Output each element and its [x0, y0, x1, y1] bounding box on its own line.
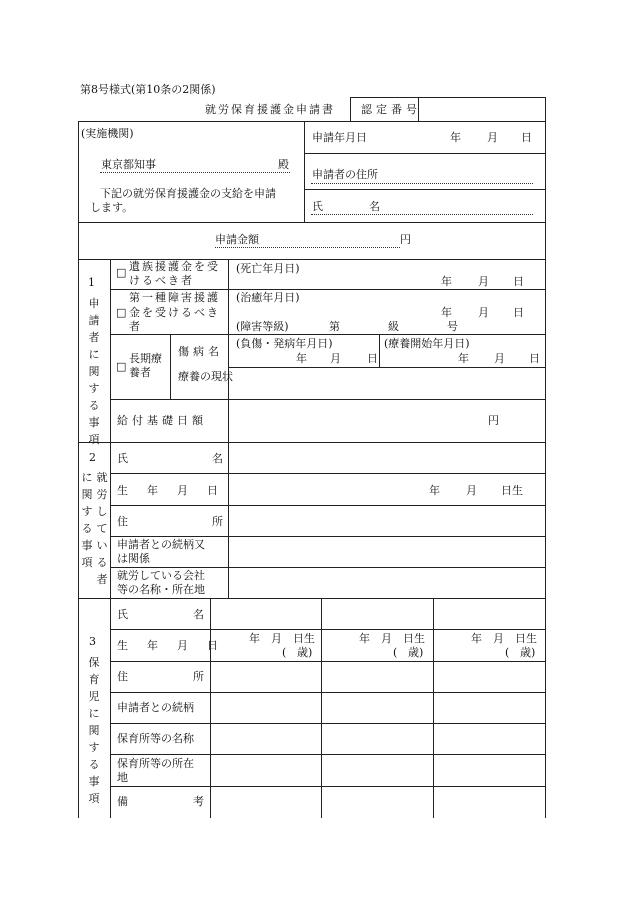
name-label-b: 名 — [369, 200, 380, 213]
address-label: 申請者の住所 — [312, 168, 378, 181]
s1-benefit-yen: 円 — [488, 414, 499, 427]
s2-birth-suffix: 日生 — [501, 484, 523, 497]
s2-address-b: 所 — [212, 515, 223, 528]
s2-left-col — [110, 442, 111, 598]
s1-r2-sub2: (障害等級) — [236, 320, 289, 333]
s2-line-3 — [110, 536, 545, 537]
amount-unit: 円 — [400, 233, 411, 246]
request-line2: します。 — [90, 201, 134, 214]
s3-address-a: 住 — [117, 670, 128, 683]
s2-value-col — [228, 442, 229, 598]
s3-line-6 — [110, 786, 545, 787]
s1-r1-checkbox[interactable]: □ — [116, 266, 127, 279]
s1-treat-label: (療養開始年月日) — [384, 337, 470, 350]
cert-no-label: 認定番号 — [361, 103, 421, 116]
s1-r2-line3: 者 — [129, 320, 140, 333]
form-title: 就労保育援護金申請書 — [205, 103, 335, 116]
s3-child-col-3 — [433, 598, 434, 818]
s2-title-a: 就労している者 — [96, 471, 108, 586]
s1-treat-year: 年 — [458, 352, 469, 365]
s3-line-4 — [110, 723, 545, 724]
s1-treat-month: 月 — [494, 352, 505, 365]
s2-name-a: 氏 — [117, 452, 128, 465]
s2-bottom — [78, 598, 545, 599]
s3-c3-suffix: 日生 — [515, 632, 537, 645]
s2-birth-year: 年 — [429, 484, 440, 497]
s1-r2-year: 年 — [441, 306, 452, 319]
s1-line-1 — [110, 289, 545, 290]
address-underline — [311, 183, 533, 184]
s1-onset-year: 年 — [296, 352, 307, 365]
cert-box-top — [350, 97, 545, 98]
s1-benefit-label: 給付基礎日額 — [117, 414, 207, 427]
header-divider — [304, 121, 305, 222]
s3-nursery-addr-line1: 保育所等の所在 — [117, 757, 194, 770]
addressee-underline — [100, 172, 290, 173]
s2-relation-line2: は関係 — [117, 552, 150, 565]
date-year: 年 — [450, 131, 461, 144]
s1-status-label: 療養の現状 — [178, 370, 233, 383]
s2-line-4 — [110, 567, 545, 568]
s3-child-col-2 — [321, 598, 322, 818]
s2-title-b: に関する事項 — [81, 471, 93, 569]
s3-c1-suffix: 日生 — [293, 632, 315, 645]
s3-c3-year: 年 — [471, 632, 482, 645]
s2-line-1 — [110, 473, 545, 474]
s1-disease-label: 傷病名 — [178, 345, 223, 358]
s1-onset-label: (負傷・発病年月日) — [236, 337, 333, 350]
s1-value-col — [228, 259, 229, 442]
s3-c3-age-close: 歳) — [520, 646, 536, 659]
date-label: 申請年月日 — [312, 131, 367, 144]
s2-company-line2: 等の名称・所在地 — [117, 583, 205, 596]
s3-remarks-a: 備 — [117, 795, 128, 808]
frame-left — [78, 121, 79, 818]
s1-r2-line1: 第一種障害援護 — [129, 291, 220, 304]
s3-relation: 申請者との続柄 — [117, 701, 194, 714]
s1-bottom — [78, 442, 545, 443]
s1-r2-checkbox[interactable]: □ — [116, 306, 127, 319]
s2-address-a: 住 — [117, 515, 128, 528]
s1-r1-sub: (死亡年月日) — [236, 262, 300, 275]
s3-c1-age-close: 歳) — [297, 646, 313, 659]
s3-address-b: 所 — [193, 670, 204, 683]
s1-r2-month: 月 — [478, 306, 489, 319]
s3-c1-age-open: ( — [282, 646, 287, 659]
form-label: 第8号様式(第10条の2関係) — [80, 83, 216, 96]
cert-no-field[interactable] — [418, 101, 545, 120]
agency-label: (実施機関) — [81, 127, 134, 140]
s3-number: 3 — [89, 635, 96, 648]
s3-line-5 — [110, 754, 545, 755]
request-line1: 下記の就労保育援護金の支給を申請 — [100, 187, 276, 200]
s3-c3-month: 月 — [493, 632, 504, 645]
s2-line-2 — [110, 505, 545, 506]
s1-r1-day: 日 — [513, 275, 524, 288]
s2-number: 2 — [89, 451, 96, 464]
s2-company-line1: 就労している会社 — [117, 569, 205, 582]
s1-r2-kyu: 級 — [388, 320, 399, 333]
s1-left-col — [110, 259, 111, 442]
honorific: 殿 — [278, 158, 289, 171]
s3-c3-age-open: ( — [505, 646, 510, 659]
s1-r2-go: 号 — [447, 320, 458, 333]
s1-line-4 — [110, 399, 545, 400]
s3-value-col — [210, 598, 211, 818]
name-label-a: 氏 — [312, 200, 323, 213]
s3-c1-year: 年 — [249, 632, 260, 645]
s1-onset-day: 日 — [367, 352, 378, 365]
amount-underline — [215, 247, 400, 248]
s1-number: 1 — [88, 276, 95, 289]
s2-birth-month: 月 — [466, 484, 477, 497]
s1-r1-line1: 遺族援護金を受 — [129, 260, 220, 273]
s1-r2-sub1: (治癒年月日) — [236, 291, 300, 304]
s3-line-1 — [110, 629, 545, 630]
s2-relation-line1: 申請者との続柄又 — [117, 538, 205, 551]
s3-line-3 — [110, 692, 545, 693]
s1-title: 申請者に関する事項 — [88, 297, 100, 446]
name-underline — [311, 214, 533, 215]
s1-r2-day: 日 — [513, 306, 524, 319]
s1-r3-line1: 長期療 — [129, 352, 162, 365]
s1-r1-line2: けるべき者 — [129, 274, 194, 287]
s3-line-2 — [110, 661, 545, 662]
s3-name-a: 氏 — [117, 608, 128, 621]
s3-c2-year: 年 — [359, 632, 370, 645]
s1-r1-month: 月 — [478, 275, 489, 288]
date-day: 日 — [521, 131, 532, 144]
s3-c2-age-close: 歳) — [408, 646, 424, 659]
cert-box-left — [350, 97, 351, 121]
s1-treat-day: 日 — [529, 352, 540, 365]
s1-r1-year: 年 — [441, 275, 452, 288]
s3-c2-age-open: ( — [393, 646, 398, 659]
s1-onset-month: 月 — [330, 352, 341, 365]
frame-right — [545, 121, 546, 818]
header-line-b — [304, 189, 545, 190]
s3-nursery-name: 保育所等の名称 — [117, 732, 194, 745]
s1-line-3 — [228, 367, 545, 368]
s1-r3-checkbox[interactable]: □ — [116, 360, 127, 373]
s3-c2-suffix: 日生 — [403, 632, 425, 645]
s3-left-col — [110, 598, 111, 818]
s3-title: 保育児に関する事項 — [88, 656, 100, 805]
s3-c1-month: 月 — [271, 632, 282, 645]
s1-r3-line2: 養者 — [129, 366, 151, 379]
s1-date-split — [379, 334, 380, 367]
cert-box-right — [545, 97, 546, 121]
s1-r2-dai: 第 — [329, 320, 340, 333]
s1-sub-col — [170, 334, 171, 399]
header-line-a — [304, 153, 545, 154]
amount-label: 申請金額 — [215, 233, 259, 246]
addressee: 東京都知事 — [101, 158, 156, 171]
s3-remarks-b: 考 — [193, 795, 204, 808]
s3-c2-month: 月 — [381, 632, 392, 645]
s1-line-2 — [110, 334, 545, 335]
s1-r2-line2: 金を受けるべき — [129, 306, 220, 319]
date-month: 月 — [487, 131, 498, 144]
s3-birth-label: 生 年 月 日 — [117, 639, 222, 652]
s2-name-b: 名 — [212, 452, 223, 465]
frame-top — [78, 121, 545, 122]
amount-top-line — [78, 222, 545, 223]
s3-name-b: 名 — [193, 608, 204, 621]
s2-birth-label: 生 年 月 日 — [117, 484, 222, 497]
s3-nursery-addr-line2: 地 — [117, 771, 128, 784]
